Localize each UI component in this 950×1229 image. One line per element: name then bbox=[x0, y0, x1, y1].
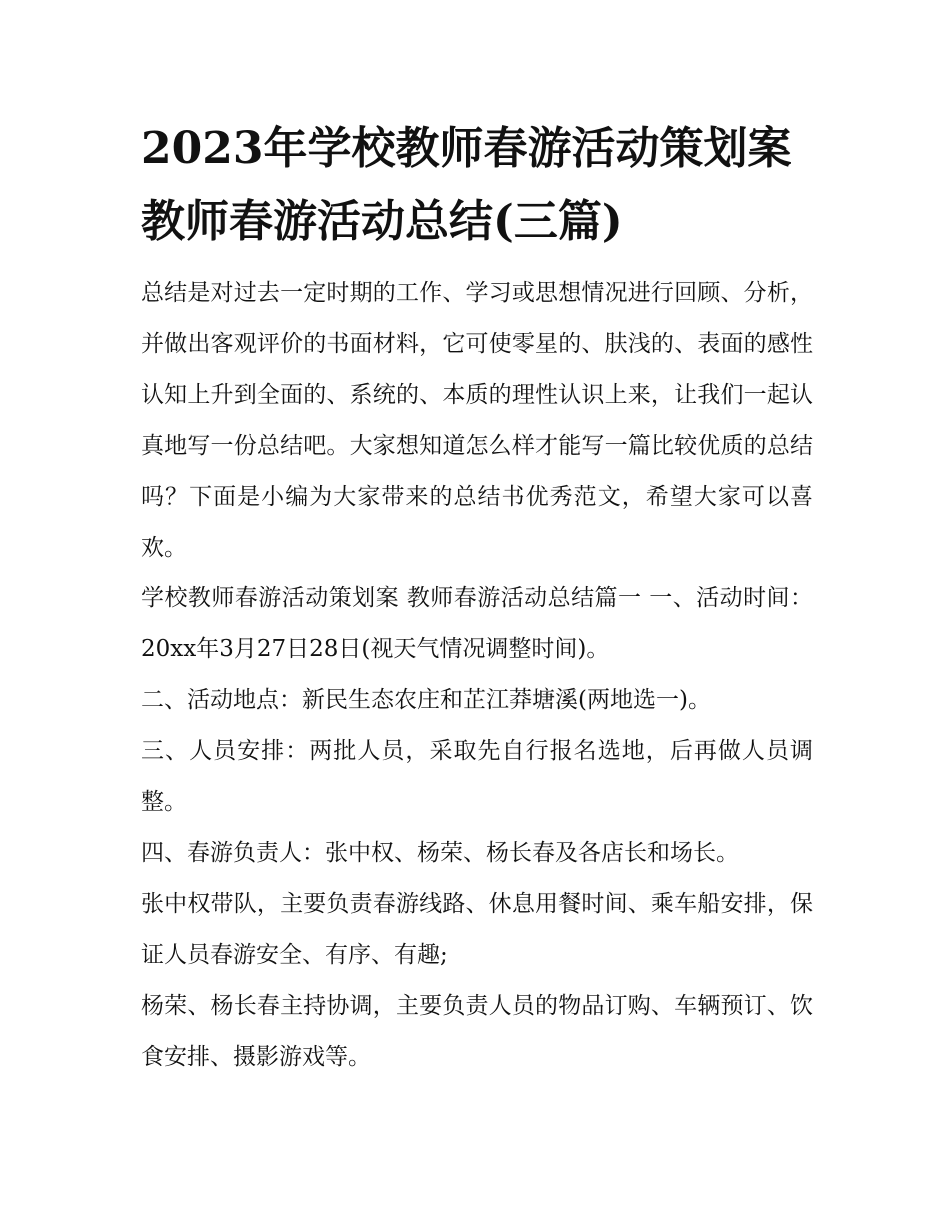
person-in-charge-paragraph: 四、春游负责人：张中权、杨荣、杨长春及各店长和场长。 bbox=[141, 839, 739, 866]
staff-arrangement-paragraph: 三、人员安排：两批人员，采取先自行报名选地，后再做人员调整。 bbox=[141, 738, 813, 816]
intro-paragraph: 总结是对过去一定时期的工作、学习或思想情况进行回顾、分析，并做出客观评价的书面材料，它可使零星的、肤浅的、表面的感性认知上升到全面的、系统的、本质的理性认识上来，让我们一起认真地写一份总结吧。大家想知道怎么样才能写一篇比较优质的总结吗？下面是小编为大家带来的总结书优秀范文，希望大家可以喜欢。 bbox=[141, 280, 813, 561]
document-title: 2023年学校教师春游活动策划案 教师春游活动总结(三篇) bbox=[141, 123, 792, 247]
coordinator-duty-paragraph: 杨荣、杨长春主持协调，主要负责人员的物品订购、车辆预订、饮食安排、摄影游戏等。 bbox=[141, 992, 813, 1070]
activity-time-paragraph: 学校教师春游活动策划案 教师春游活动总结篇一 一、活动时间：20xx年3月27日28日(视天气情况调整时间)。 bbox=[141, 585, 813, 663]
team-leader-duty-paragraph: 张中权带队，主要负责春游线路、休息用餐时间、乘车船安排，保证人员春游安全、有序、有趣; bbox=[141, 890, 813, 968]
document-page bbox=[141, 112, 813, 1083]
activity-location-paragraph: 二、活动地点：新民生态农庄和芷江莽塘溪(两地选一)。 bbox=[141, 687, 711, 714]
